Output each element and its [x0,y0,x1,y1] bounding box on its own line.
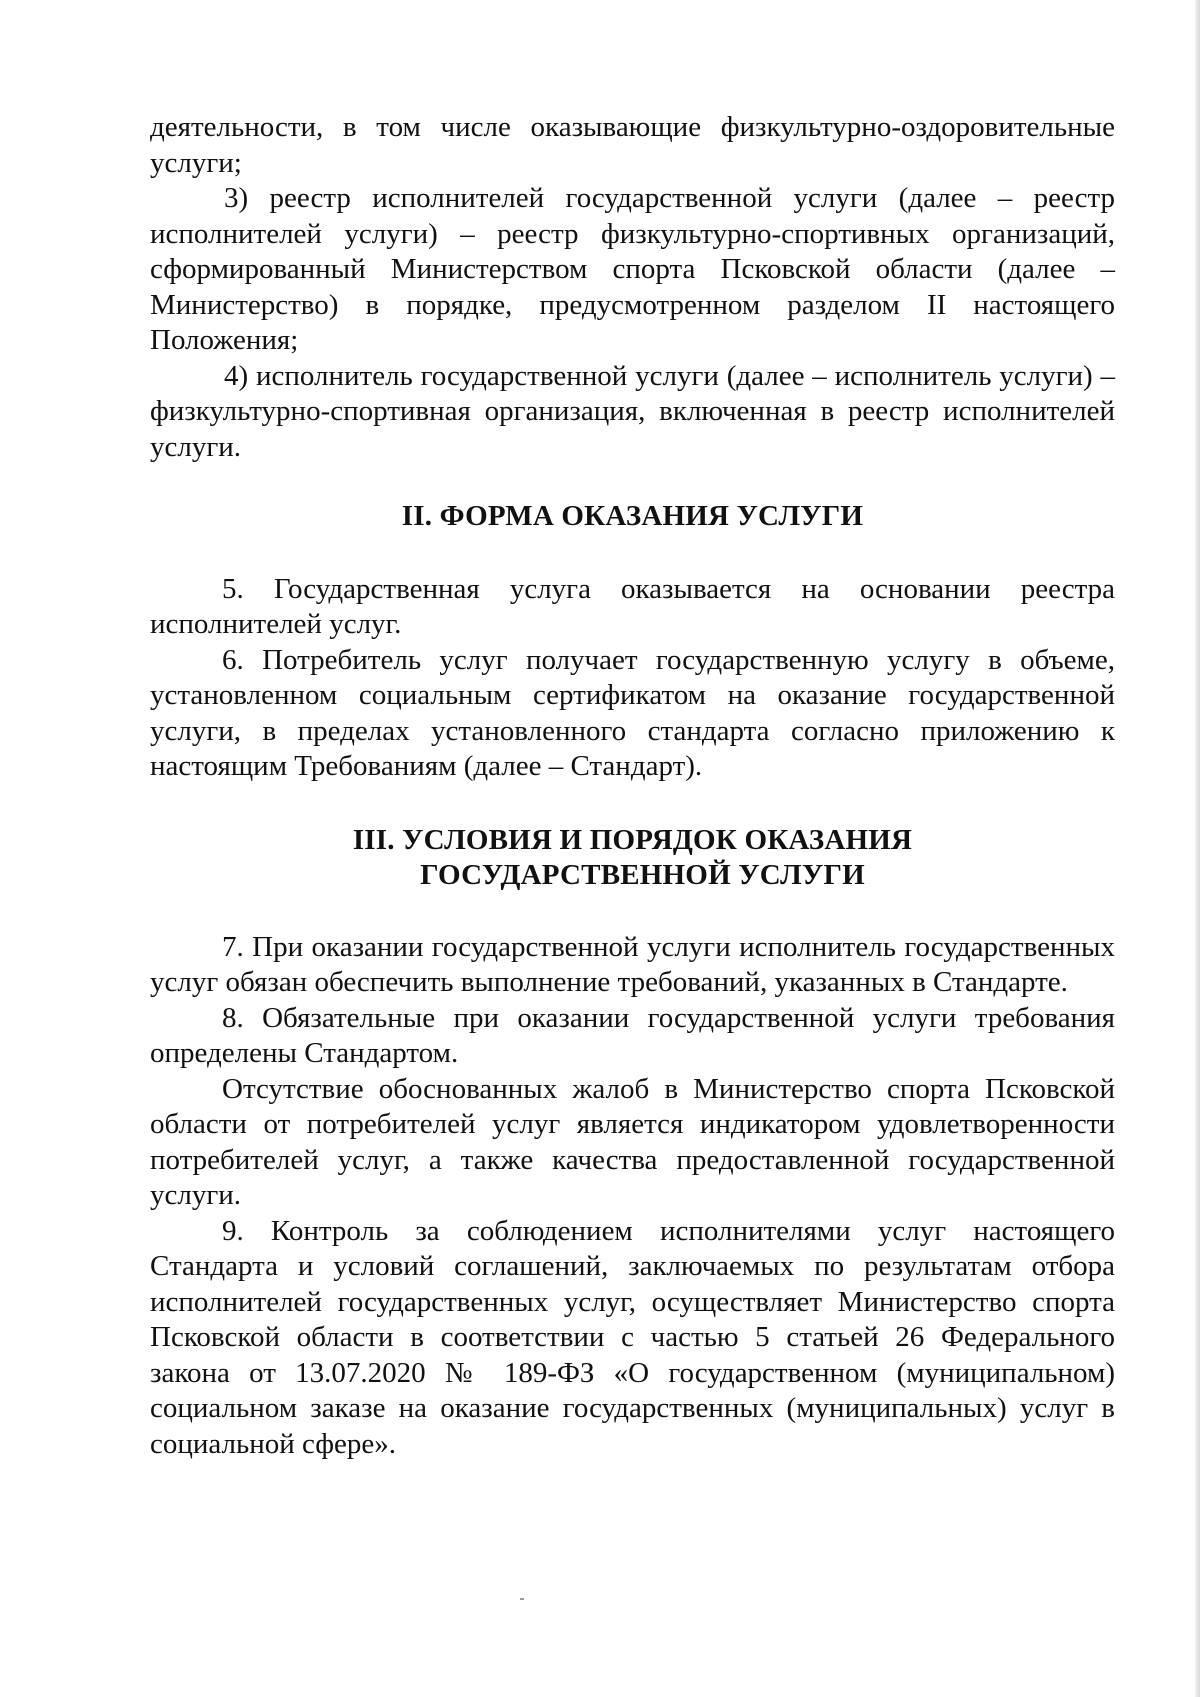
paragraph-5: 5. Государственная услуга оказывается на основании реестра исполнителей услуг. [150,572,1115,640]
paragraph-6: 6. Потребитель услуг получает государственную услугу в объеме, установленном социальным сертификатом на оказание государственной услуги, в пределах установленного стандарта согласно приложению к настоящим Требованиям (далее – Стандарт). [150,643,1115,782]
paragraph-item-4: 4) исполнитель государственной услуги (далее – исполнитель услуги) – физкультурно-спортивная организация, включенная в реестр исполнителей услуги. [150,359,1115,463]
document-body [150,110,1115,1462]
scan-artifact [520,1598,524,1600]
paragraph-8: 8. Обязательные при оказании государственной услуги требования определены Стандартом. [150,1001,1115,1069]
paragraph-item-3: 3) реестр исполнителей государственной услуги (далее – реестр исполнителей услуги) – реестр физкультурно-спортивных организаций, сформированный Министерством спорта Псковской области (далее – Министерство) в порядке, предусмотренном разделом II настоящего Положения; [150,182,1115,356]
paragraph-continuation: деятельности, в том числе оказывающие физкультурно-оздоровительные услуги; [150,111,1115,179]
paragraph-complaints: Отсутствие обоснованных жалоб в Министерство спорта Псковской области от потребителей услуг является индикатором удовлетворенности потребителей услуг, а также качества предоставленной государственной услуги. [150,1072,1115,1211]
page-edge-shadow [1195,0,1200,1697]
paragraph-7: 7. При оказании государственной услуги исполнитель государственных услуг обязан обеспечить выполнение требований, указанных в Стандарте. [150,930,1115,998]
section-3-heading [150,823,1115,894]
section-3-heading-line-1: III. УСЛОВИЯ И ПОРЯДОК ОКАЗАНИЯ [352,823,913,856]
section-3-heading-line-2: ГОСУДАРСТВЕННОЙ УСЛУГИ [420,859,865,891]
paragraph-9: 9. Контроль за соблюдением исполнителями услуг настоящего Стандарта и условий соглашений, заключаемых по результатам отбора исполнителей государственных услуг, осуществляет Министерство спорта Псковской области в соответствии с частью 5 статьей 26 Федерального закона от 13.07.2020 № 189-ФЗ «О государственном (муниципальном) социальном заказе на оказание государственных (муниципальных) услуг в социальной сфере». [150,1214,1115,1460]
section-2-heading: II. ФОРМА ОКАЗАНИЯ УСЛУГИ [401,500,864,532]
